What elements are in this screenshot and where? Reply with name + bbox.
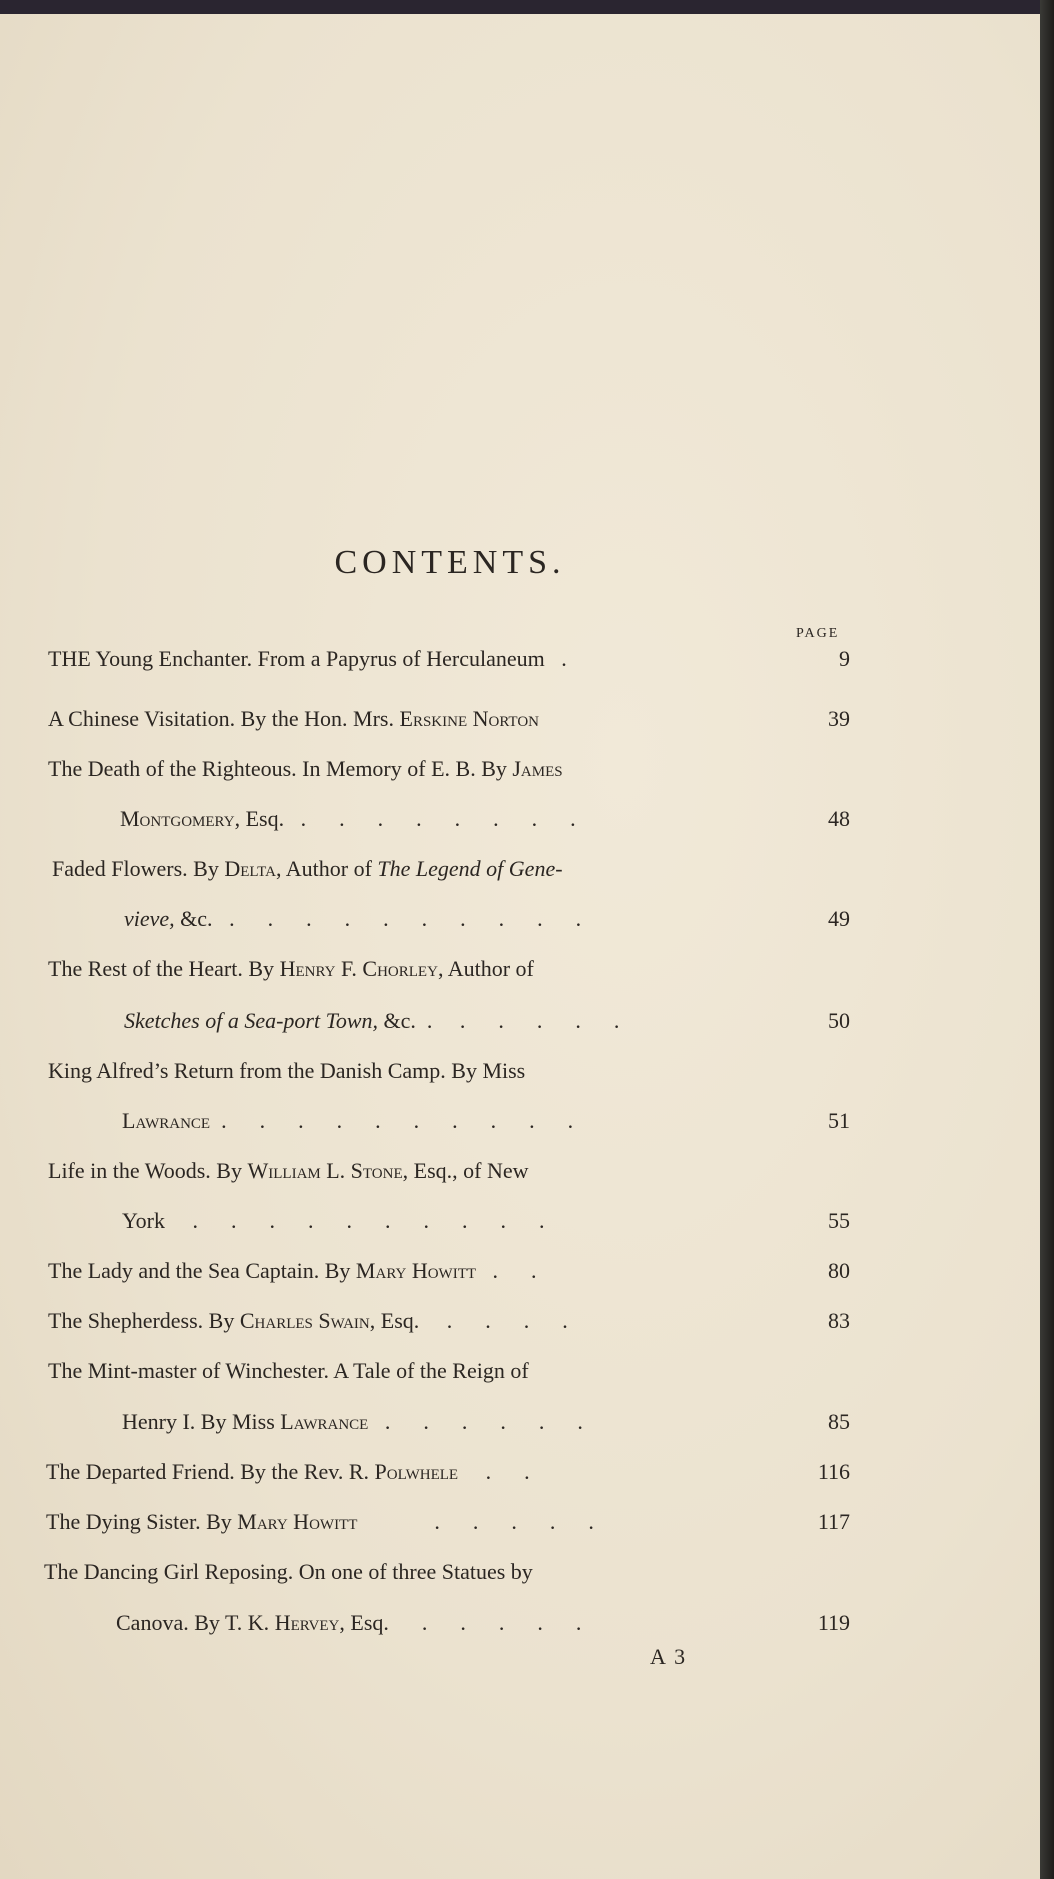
toc-entry-mint-master — [48, 1351, 529, 1391]
entry-title: The Mint-master of Winchester. A Tale of the Reign of — [48, 1358, 529, 1383]
book-page — [0, 14, 1040, 1879]
page-number: 85 — [828, 1409, 850, 1434]
entry-title: &c. — [174, 906, 213, 931]
entry-author: Polwhele — [374, 1459, 459, 1484]
entry-title: , Author of — [275, 856, 378, 881]
entry-author: Montgomery — [120, 806, 235, 831]
page-number: 39 — [828, 706, 850, 731]
entry-author: James — [512, 756, 563, 781]
leader-dots: . — [544, 646, 567, 671]
toc-entry-faded-flowers-cont — [124, 899, 581, 939]
entry-author: Mary Howitt — [355, 1258, 477, 1283]
leader-dots: . . . . . . — [415, 1008, 620, 1033]
toc-entry-death-righteous — [48, 749, 563, 789]
entry-author: Hervey — [274, 1610, 340, 1635]
toc-entry-shepherdess — [48, 1301, 568, 1341]
page-number: 116 — [817, 1459, 850, 1484]
page-number: 83 — [828, 1308, 850, 1333]
leader-dots: . . . . . — [357, 1509, 594, 1534]
leader-dots: . . . . . . . . . . — [212, 906, 582, 931]
page-title: CONTENTS. — [334, 544, 566, 581]
entry-title: , Esq. — [339, 1610, 389, 1635]
entry-title: The Dancing Girl Reposing. On one of three Statues by — [44, 1559, 533, 1584]
leader-dots: . . . . . . . . . . — [210, 1108, 574, 1133]
entry-title: King Alfred’s Return from the Danish Camp. By Miss — [48, 1058, 526, 1083]
entry-title: , Esq., of New — [402, 1158, 529, 1183]
entry-author: Erskine Norton — [399, 706, 539, 731]
entry-title: The Shepherdess. By — [48, 1308, 240, 1333]
toc-entry-mint-master-cont — [122, 1402, 583, 1442]
toc-entry-dying-sister — [46, 1502, 594, 1542]
page-number: 48 — [828, 806, 850, 831]
entry-author: William L. Stone — [247, 1158, 403, 1183]
entry-title: York — [122, 1208, 166, 1233]
page-number: 50 — [828, 1008, 850, 1033]
page-column-label: PAGE — [796, 626, 840, 641]
toc-entry-life-woods-cont — [122, 1201, 545, 1241]
entry-work: The Legend of Gene- — [377, 856, 563, 881]
entry-author: Charles Swain — [239, 1308, 370, 1333]
entry-initial: T — [48, 646, 62, 671]
entry-author: Lawrance — [280, 1409, 369, 1434]
entry-author: Delta — [224, 856, 276, 881]
entry-title: Canova. By T. K. — [116, 1610, 275, 1635]
entry-author: Lawrance — [122, 1108, 211, 1133]
entry-work: Sketches of a Sea-port Town, — [124, 1008, 378, 1033]
entry-initial-rest: HE — [61, 646, 91, 671]
toc-entry-lady-sea-captain — [48, 1251, 537, 1291]
entry-title: The Lady and the Sea Captain. By — [48, 1258, 356, 1283]
toc-entry-rest-heart-cont — [124, 1001, 619, 1041]
leader-dots: . . — [458, 1459, 530, 1484]
page-number: 80 — [828, 1258, 850, 1283]
entry-title: The Rest of the Heart. By — [48, 956, 280, 981]
toc-entry-rest-heart — [48, 949, 534, 989]
entry-author: Henry F. Chorley — [279, 956, 438, 981]
leader-dots: . . — [476, 1258, 537, 1283]
signature-mark: A 3 — [650, 1644, 688, 1669]
entry-work: vieve, — [124, 906, 175, 931]
entry-title: &c. — [378, 1008, 416, 1033]
leader-dots: . . . . . . — [368, 1409, 583, 1434]
entry-title: Life in the Woods. By — [48, 1158, 248, 1183]
page-number: 117 — [817, 1509, 850, 1534]
entry-title: The Dying Sister. By — [46, 1509, 238, 1534]
page-number: 9 — [839, 646, 850, 671]
entry-title: , Esq. — [369, 1308, 420, 1333]
page-number: 49 — [828, 906, 850, 931]
entry-title: The Departed Friend. By the Rev. R. — [46, 1459, 375, 1484]
leader-dots: . . . . . . . . . . — [165, 1208, 545, 1233]
toc-entry-king-alfred-cont — [122, 1101, 573, 1141]
toc-entry-departed-friend — [46, 1452, 530, 1492]
entry-title: The Death of the Righteous. In Memory of E. B. By — [48, 756, 513, 781]
entry-title: , Author of — [437, 956, 534, 981]
entry-title: Henry I. By Miss — [122, 1409, 281, 1434]
entry-author: Mary Howitt — [237, 1509, 358, 1534]
page-number: 55 — [828, 1208, 850, 1233]
entry-title: Young Enchanter. From a Papyrus of Herculaneum — [90, 646, 545, 671]
leader-dots: . . . . — [419, 1308, 568, 1333]
leader-dots: . . . . . . . . — [284, 806, 576, 831]
toc-entry-dancing-girl — [44, 1552, 533, 1592]
toc-entry-dancing-girl-cont — [116, 1603, 581, 1643]
toc-entry-death-righteous-cont — [120, 799, 576, 839]
page-edge-shadow — [1040, 0, 1054, 1879]
toc-entry-chinese-visitation — [48, 699, 539, 739]
page-number: 51 — [828, 1108, 850, 1133]
toc-entry-faded-flowers — [52, 849, 563, 889]
toc-entry-king-alfred — [48, 1051, 525, 1091]
toc-entry-young-enchanter — [48, 639, 567, 679]
leader-dots: . . . . . — [388, 1610, 582, 1635]
page-number: 119 — [817, 1610, 850, 1635]
toc-entry-life-woods — [48, 1151, 529, 1191]
entry-title: , Esq. — [234, 806, 285, 831]
entry-title: A Chinese Visitation. By the Hon. Mrs. — [48, 706, 400, 731]
entry-title: Faded Flowers. By — [52, 856, 225, 881]
